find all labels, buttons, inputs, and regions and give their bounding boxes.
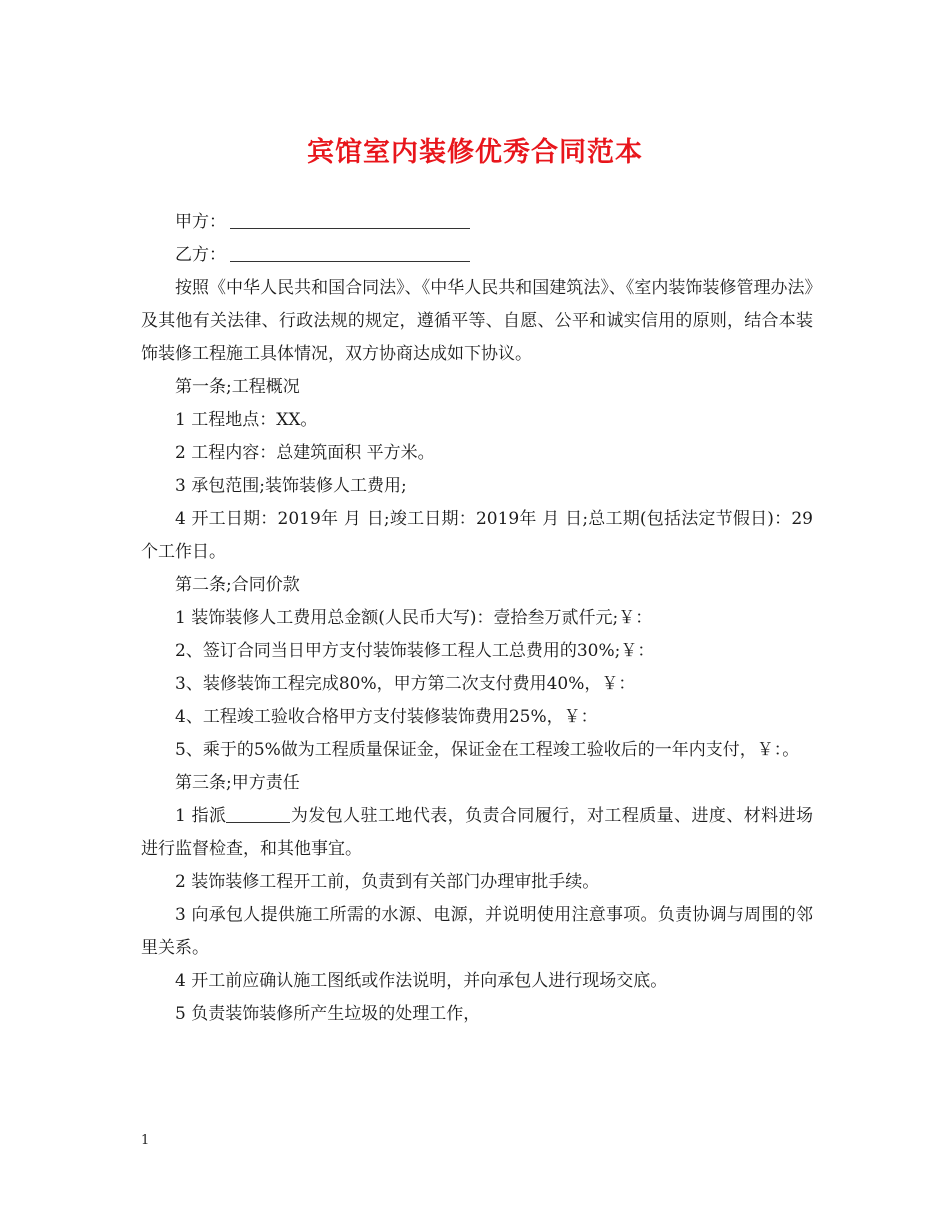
article2-item: 1 装饰装修人工费用总金额(人民币大写)：壹拾叁万贰仟元;￥： — [175, 608, 653, 628]
article3-item1-prefix: 1 指派 — [175, 806, 227, 826]
page-number: 1 — [141, 1133, 150, 1148]
article2-heading: 第二条;合同价款 — [175, 575, 300, 595]
party-b-label: 乙方： — [175, 245, 226, 265]
article3-item: 3 向承包人提供施工所需的水源、电源，并说明使用注意事项。负责协调与周围的邻里关系。 — [141, 905, 813, 958]
article3-item: 2 装饰装修工程开工前，负责到有关部门办理审批手续。 — [175, 872, 600, 892]
article2-item: 5、乘于的5%做为工程质量保证金，保证金在工程竣工验收后的一年内支付，￥：。 — [175, 740, 800, 760]
article3-item — [141, 800, 813, 866]
party-b-line — [141, 239, 813, 272]
article3-item: 4 开工前应确认施工图纸或作法说明，并向承包人进行现场交底。 — [175, 971, 668, 991]
article1-item: 2 工程内容：总建筑面积 平方米。 — [175, 443, 435, 463]
article2-item: 4、工程竣工验收合格甲方支付装修装饰费用25%，￥： — [175, 707, 598, 727]
article3-heading: 第三条;甲方责任 — [175, 773, 300, 793]
party-a-label: 甲方： — [175, 212, 226, 232]
party-a-line — [141, 206, 813, 239]
intro-paragraph: 按照《中华人民共和国合同法》、《中华人民共和国建筑法》、《室内装饰装修管理办法》及其他有关法律、行政法规的规定，遵循平等、自愿、公平和诚实信用的原则，结合本装饰装修工程施工具体情况，双方协商达成如下协议。 — [141, 278, 813, 364]
delegate-blank — [226, 804, 290, 823]
document-title: 宾馆室内装修优秀合同范本 — [307, 137, 643, 168]
article1-item: 1 工程地点：XX。 — [175, 410, 318, 430]
article3-item1-suffix: 为发包人驻工地代表，负责合同履行，对工程质量、进度、材料进场进行监督检查，和其他事宜。 — [141, 806, 813, 859]
article1-item: 3 承包范围;装饰装修人工费用; — [175, 476, 407, 496]
party-b-blank — [230, 243, 470, 262]
article1-heading: 第一条;工程概况 — [175, 377, 300, 397]
document-body — [141, 206, 813, 1031]
article2-item: 2、签订合同当日甲方支付装饰装修工程人工总费用的30%;￥： — [175, 641, 655, 661]
article1-item: 4 开工日期：2019年 月 日;竣工日期：2019年 月 日;总工期(包括法定节假日)：29个工作日。 — [141, 509, 813, 562]
party-a-blank — [230, 210, 470, 229]
article2-item: 3、装修装饰工程完成80%，甲方第二次支付费用40%，￥： — [175, 674, 636, 694]
article3-item: 5 负责装饰装修所产生垃圾的处理工作， — [175, 1004, 481, 1024]
